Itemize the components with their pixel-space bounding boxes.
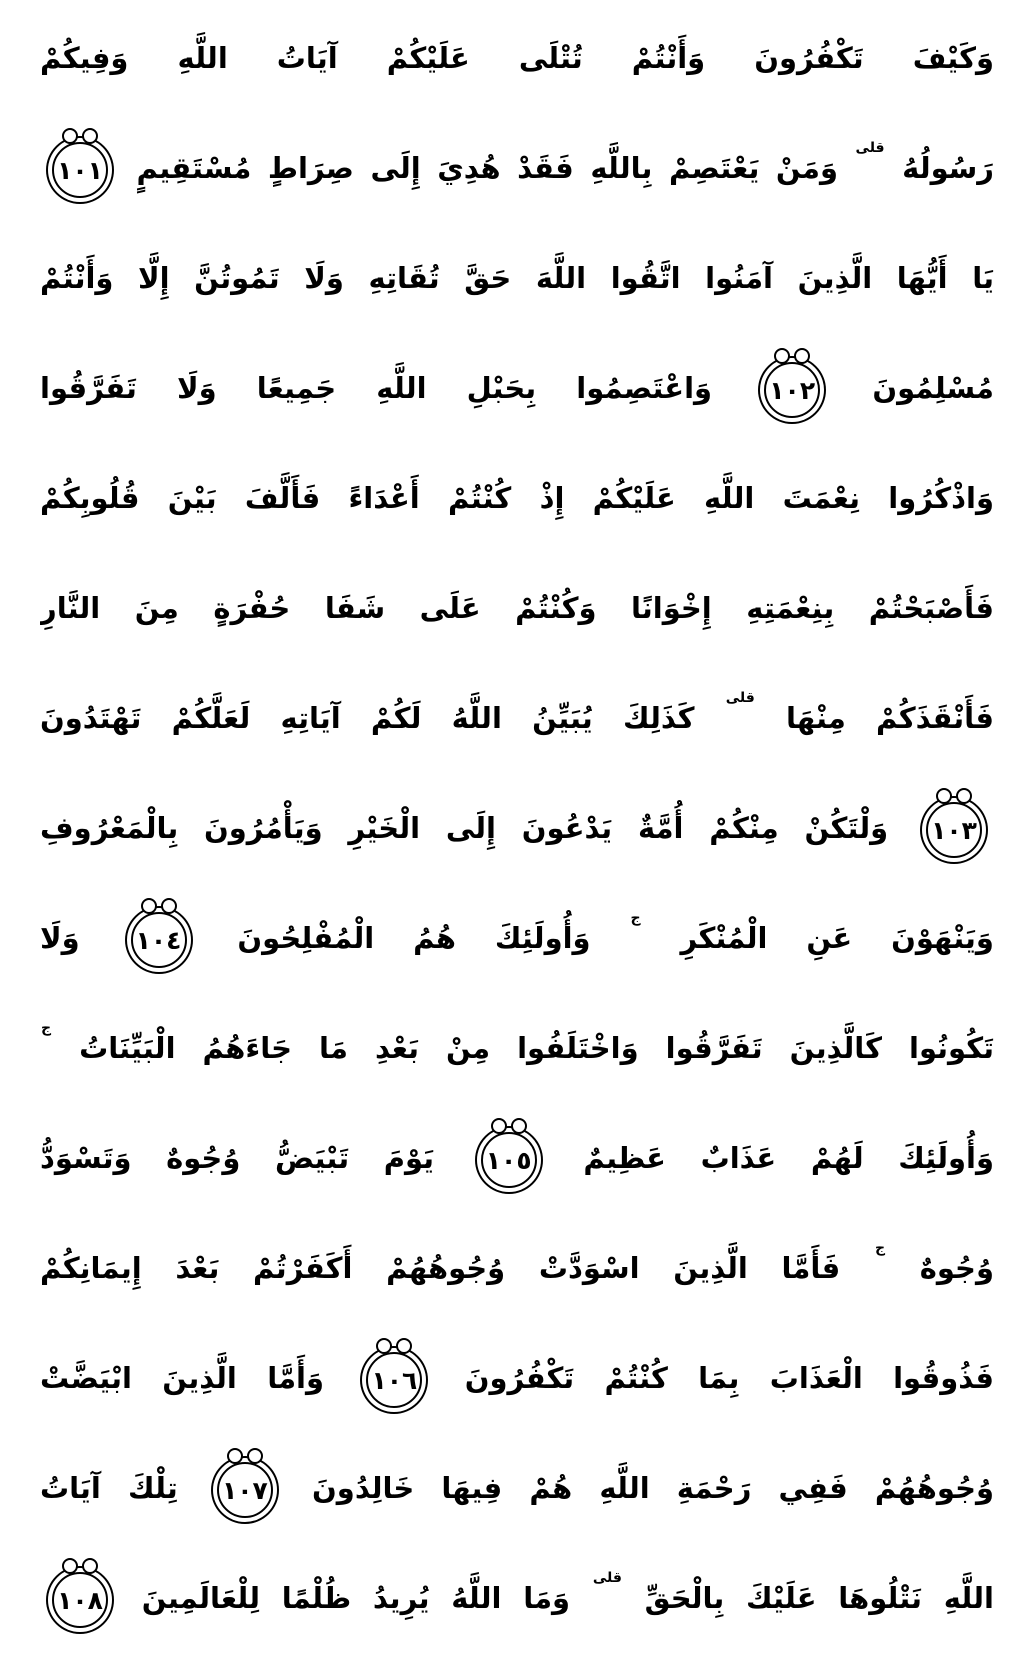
- mushaf-line-3: [40, 223, 994, 333]
- ayah-text: فَذُوقُوا الْعَذَابَ بِمَا كُنْتُمْ تَكْفُرُونَ: [464, 1361, 994, 1395]
- ayah-text: وَاعْتَصِمُوا بِحَبْلِ اللَّهِ جَمِيعًا وَلَا تَفَرَّقُوا: [40, 371, 713, 405]
- verse-end-marker: ١٠٧: [217, 1462, 273, 1518]
- mushaf-line-9: [40, 883, 994, 993]
- waqf-mark: ج: [41, 1020, 52, 1036]
- verse-end-marker: ١٠٣: [926, 802, 982, 858]
- ayah-text: تِلْكَ آيَاتُ: [40, 1471, 178, 1505]
- mushaf-line-13: [40, 1323, 994, 1433]
- mushaf-line-12: [40, 1213, 994, 1323]
- ayah-text: وَأَمَّا الَّذِينَ ابْيَضَّتْ: [40, 1361, 325, 1395]
- mushaf-line-15: [40, 1543, 994, 1653]
- verse-end-marker: ١٠٤: [131, 912, 187, 968]
- ayah-text: وَأُولَئِكَ هُمُ الْمُفْلِحُونَ: [237, 921, 591, 955]
- ayah-text: وَأُولَئِكَ لَهُمْ عَذَابٌ عَظِيمٌ: [583, 1141, 994, 1175]
- ayah-text: كَذَلِكَ يُبَيِّنُ اللَّهُ لَكُمْ آيَاتِهِ لَعَلَّكُمْ تَهْتَدُونَ: [40, 701, 695, 735]
- ayah-text: يَا أَيُّهَا الَّذِينَ آمَنُوا اتَّقُوا اللَّهَ حَقَّ تُقَاتِهِ وَلَا تَمُوتُنَّ إِلَّا وَأَنْتُمْ: [40, 261, 994, 295]
- ayah-text: وَيَنْهَوْنَ عَنِ الْمُنْكَرِ: [680, 921, 994, 955]
- ayah-text: وَكَيْفَ تَكْفُرُونَ وَأَنْتُمْ تُتْلَى عَلَيْكُمْ آيَاتُ اللَّهِ وَفِيكُمْ: [40, 41, 994, 75]
- mushaf-line-6: [40, 553, 994, 663]
- mushaf-line-11: [40, 1103, 994, 1213]
- waqf-mark: ج: [630, 910, 641, 926]
- mushaf-line-14: [40, 1433, 994, 1543]
- ayah-text: وُجُوهٌ: [919, 1251, 994, 1285]
- ayah-text: مُسْلِمُونَ: [872, 371, 994, 405]
- ayah-text: وَلْتَكُنْ مِنْكُمْ أُمَّةٌ يَدْعُونَ إِلَى الْخَيْرِ وَيَأْمُرُونَ بِالْمَعْرُوفِ: [40, 811, 889, 845]
- mushaf-line-10: [40, 993, 994, 1103]
- ayah-text: وُجُوهُهُمْ فَفِي رَحْمَةِ اللَّهِ هُمْ فِيهَا خَالِدُونَ: [312, 1471, 994, 1505]
- ayah-text: اللَّهِ نَتْلُوهَا عَلَيْكَ بِالْحَقِّ: [644, 1581, 994, 1615]
- ayah-text: تَكُونُوا كَالَّذِينَ تَفَرَّقُوا وَاخْتَلَفُوا مِنْ بَعْدِ مَا جَاءَهُمُ الْبَيِّنَاتُ: [79, 1031, 994, 1065]
- ayah-text: يَوْمَ تَبْيَضُّ وُجُوهٌ وَتَسْوَدُّ: [40, 1141, 435, 1175]
- verse-end-marker: ١٠١: [52, 142, 108, 198]
- ayah-text: فَأَمَّا الَّذِينَ اسْوَدَّتْ وُجُوهُهُمْ أَكَفَرْتُمْ بَعْدَ إِيمَانِكُمْ: [40, 1251, 841, 1285]
- verse-end-marker: ١٠٦: [366, 1352, 422, 1408]
- ayah-text: وَاذْكُرُوا نِعْمَتَ اللَّهِ عَلَيْكُمْ إِذْ كُنْتُمْ أَعْدَاءً فَأَلَّفَ بَيْنَ قُلُوبِكُمْ: [40, 481, 994, 515]
- verse-end-marker: ١٠٥: [481, 1132, 537, 1188]
- ayah-text: رَسُولُهُ: [902, 151, 994, 185]
- mushaf-line-8: [40, 773, 994, 883]
- verse-end-marker: ١٠٢: [764, 362, 820, 418]
- mushaf-line-4: [40, 333, 994, 443]
- ayah-text: فَأَصْبَحْتُمْ بِنِعْمَتِهِ إِخْوَانًا وَكُنْتُمْ عَلَى شَفَا حُفْرَةٍ مِنَ النَّارِ: [40, 591, 994, 625]
- ayah-text: وَمَنْ يَعْتَصِمْ بِاللَّهِ فَقَدْ هُدِيَ إِلَى صِرَاطٍ مُسْتَقِيمٍ: [136, 151, 838, 185]
- waqf-mark: قلى: [855, 140, 885, 156]
- waqf-mark: قلى: [592, 1570, 622, 1586]
- waqf-mark: قلى: [725, 690, 755, 706]
- mushaf-line-1: [40, 3, 994, 113]
- ayah-text: فَأَنْقَذَكُمْ مِنْهَا: [785, 701, 994, 735]
- mushaf-line-7: [40, 663, 994, 773]
- mushaf-line-5: [40, 443, 994, 553]
- waqf-mark: ج: [874, 1240, 886, 1256]
- ayah-text: وَمَا اللَّهُ يُرِيدُ ظُلْمًا لِلْعَالَمِينَ: [141, 1581, 571, 1615]
- verse-end-marker: ١٠٨: [52, 1572, 108, 1628]
- ayah-text: وَلَا: [40, 921, 80, 955]
- mushaf-line-2: [40, 113, 994, 223]
